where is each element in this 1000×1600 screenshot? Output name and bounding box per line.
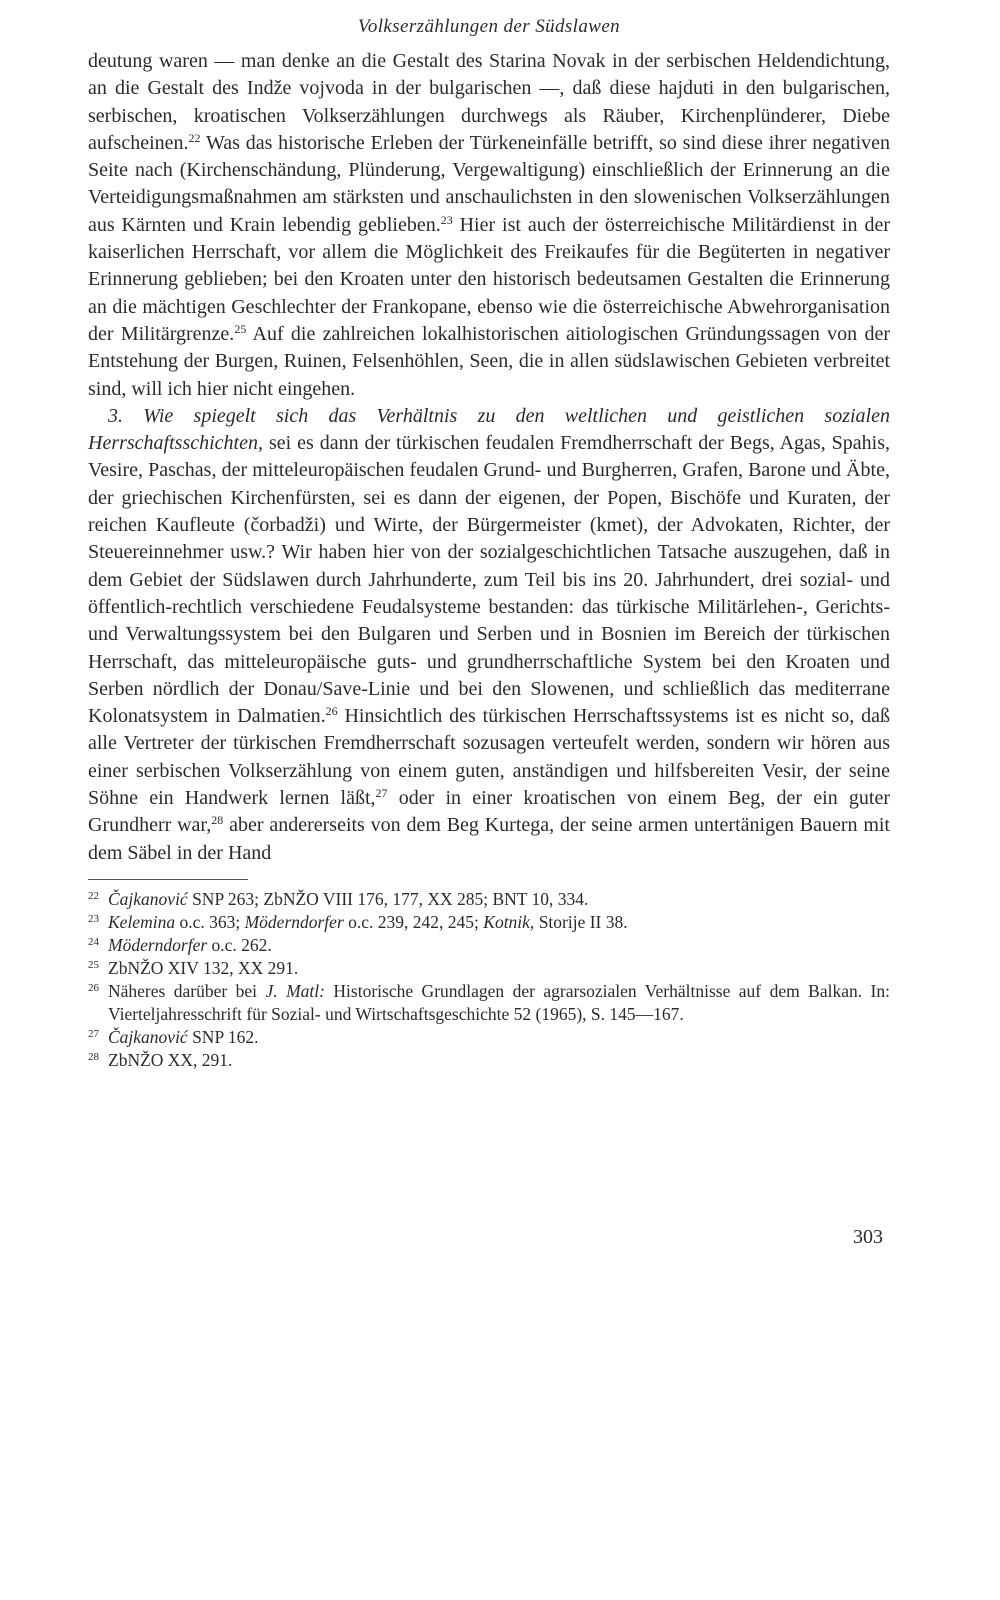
footnote-23 [88, 911, 890, 934]
page-number: 303 [853, 1226, 883, 1248]
footnote-ref-26[interactable]: 26 [325, 704, 338, 719]
footnote-number: 27 [88, 1027, 99, 1040]
text-run: Was das historische Erleben der Türkeneinfälle betrifft, so sind diese ihrer negativen Seite nach (Kirchenschändung, Plünderung, Vergewaltigung) einschließlich der Erinnerung an die Verteidigungsmaßnahmen am stärksten und anschaulichsten in den slowenischen Volkserzählungen aus Kärnten und Krain lebendig geblieben. [88, 131, 890, 236]
text-run: aber andererseits von dem Beg Kurtega, der seine armen untertänigen Bauern mit dem Säbel in der Hand [88, 814, 890, 864]
section-lead-italic: 3. Wie spiegelt sich das Verhältnis zu den weltlichen und geistlichen sozialen Herrschaftsschichten, [88, 404, 890, 455]
footnote-number: 26 [88, 981, 99, 994]
footnote-22 [88, 888, 890, 911]
footnote-author: Čajkanović [108, 1026, 188, 1047]
footnote-number: 23 [88, 912, 99, 925]
footnote-number: 25 [88, 958, 99, 971]
text-run: sei es dann der türkischen feudalen Fremdherrschaft der Begs, Agas, Spahis, Vesire, Paschas, der mitteleuropäischen feudalen Grund- und Burgherren, Grafen, Barone und Äbte, der griechischen Kirchenfürsten, sei es dann der eigenen, der Popen, Bischöfe und Kuraten, der reichen Kaufleute (čorbadži) und Wirte, der Bürgermeister (kmet), der Advokaten, Richter, der Steuereinnehmer usw.? Wir haben hier von der sozialgeschichtlichen Tatsache auszugehen, daß in dem Gebiet der Südslawen durch Jahrhunderte, zum Teil bis ins 20. Jahrhundert, drei sozial- und öffentlich-rechtlich verschiedene Feudalsysteme bestanden: das türkische Militärlehen-, Gerichts- und Verwaltungssystem bei den Bulgaren und Serben und in Bosnien im Bereich der türkischen Herrschaft, das mitteleuropäische guts- und grundherrschaftliche System bei den Kroaten und Serben nördlich der Donau/Save-Linie und bei den Slowenen, und schließlich das mediterrane Kolonatsystem in Dalmatien. [88, 432, 890, 728]
footnote-text: SNP 263; ZbNŽO VIII 176, 177, XX 285; BNT 10, 334. [187, 888, 589, 909]
running-head: Volkserzählungen der Südslawen [357, 16, 621, 37]
footnote-text: Näheres darüber bei [108, 980, 266, 1001]
footnote-author: J. Matl: [265, 980, 325, 1001]
footnote-text: Historische Grundlagen der agrarsozialen Verhältnisse auf dem Balkan. In: Vierteljahresschrift für Sozial- und Wirtschaftsgeschichte 52 (1965), S. 145—167. [108, 980, 890, 1024]
footnote-text: o.c. 262. [207, 934, 272, 955]
paragraph [88, 48, 890, 403]
footnote-text: o.c. 363; [175, 911, 245, 932]
footnote-26 [88, 980, 890, 1026]
footnote-ref-27[interactable]: 27 [375, 786, 388, 801]
footnote-author: Čajkanović [108, 888, 188, 909]
footnote-number: 22 [88, 889, 99, 902]
text-run: Auf die zahlreichen lokalhistorischen aitiologischen Gründungssagen von der Entstehung der Burgen, Ruinen, Felsenhöhlen, Seen, die in allen südslawischen Gebieten verbreitet sind, will ich hier nicht eingehen. [88, 322, 891, 400]
footnote-divider [88, 879, 248, 880]
text-run: Hinsichtlich des türkischen Herrschaftssystems ist es nicht so, daß alle Vertreter der türkischen Fremdherrschaft sozusagen verteufelt werden, sondern wir hören aus einer serbischen Volkserzählung von einem guten, anständigen und hilfsbereiten Vesir, der seine Söhne ein Handwerk lernen läßt, [88, 705, 890, 810]
footnote-text: ZbNŽO XIV 132, XX 291. [108, 957, 299, 978]
footnote-author: Kelemina [108, 911, 176, 932]
footnote-27 [88, 1026, 890, 1049]
footnote-24 [88, 934, 890, 957]
text-run: deutung waren — man denke an die Gestalt des Starina Novak in der serbischen Heldendichtung, an die Gestalt des Indže vojvoda in der bulgarischen —, daß diese hajduti in den bulgarischen, serbischen, kroatischen Volkserzählungen durchwegs als Räuber, Kirchenplünderer, Diebe aufscheinen. [88, 50, 890, 154]
footnote-ref-28[interactable]: 28 [211, 813, 224, 828]
footnote-28 [88, 1049, 890, 1072]
footnote-ref-25[interactable]: 25 [234, 321, 247, 336]
paragraph [88, 403, 890, 867]
body-text [88, 48, 890, 867]
footnote-number: 24 [88, 935, 99, 948]
text-run: oder in einer kroatischen von einem Beg, der ein guter Grundherr war, [88, 787, 890, 837]
footnote-text: ZbNŽO XX, 291. [108, 1049, 233, 1070]
text-run: Hier ist auch der österreichische Militärdienst in der kaiserlichen Herrschaft, vor allem die Möglichkeit des Freikaufes für die Begüterten in negativer Erinnerung geblieben; bei den Kroaten unter den historisch bedeutsamen Gestalten die Erinnerung an die mächtigen Geschlechter der Frankopane, ebenso wie die österreichische Abwehrorganisation der Militärgrenze. [88, 213, 890, 345]
footnote-author: Möderndorfer [108, 934, 208, 955]
footnote-author: Möderndorfer [244, 911, 344, 932]
footnote-ref-22[interactable]: 22 [188, 130, 201, 145]
footnote-text: o.c. 239, 242, 245; [343, 911, 484, 932]
footnote-number: 28 [88, 1050, 99, 1063]
footnote-25 [88, 957, 890, 980]
footnote-text: SNP 162. [187, 1026, 259, 1047]
footnotes [88, 888, 890, 1072]
footnote-text: Storije II 38. [534, 911, 628, 932]
footnote-author: Kotnik, [483, 911, 535, 932]
footnote-ref-23[interactable]: 23 [440, 212, 453, 227]
